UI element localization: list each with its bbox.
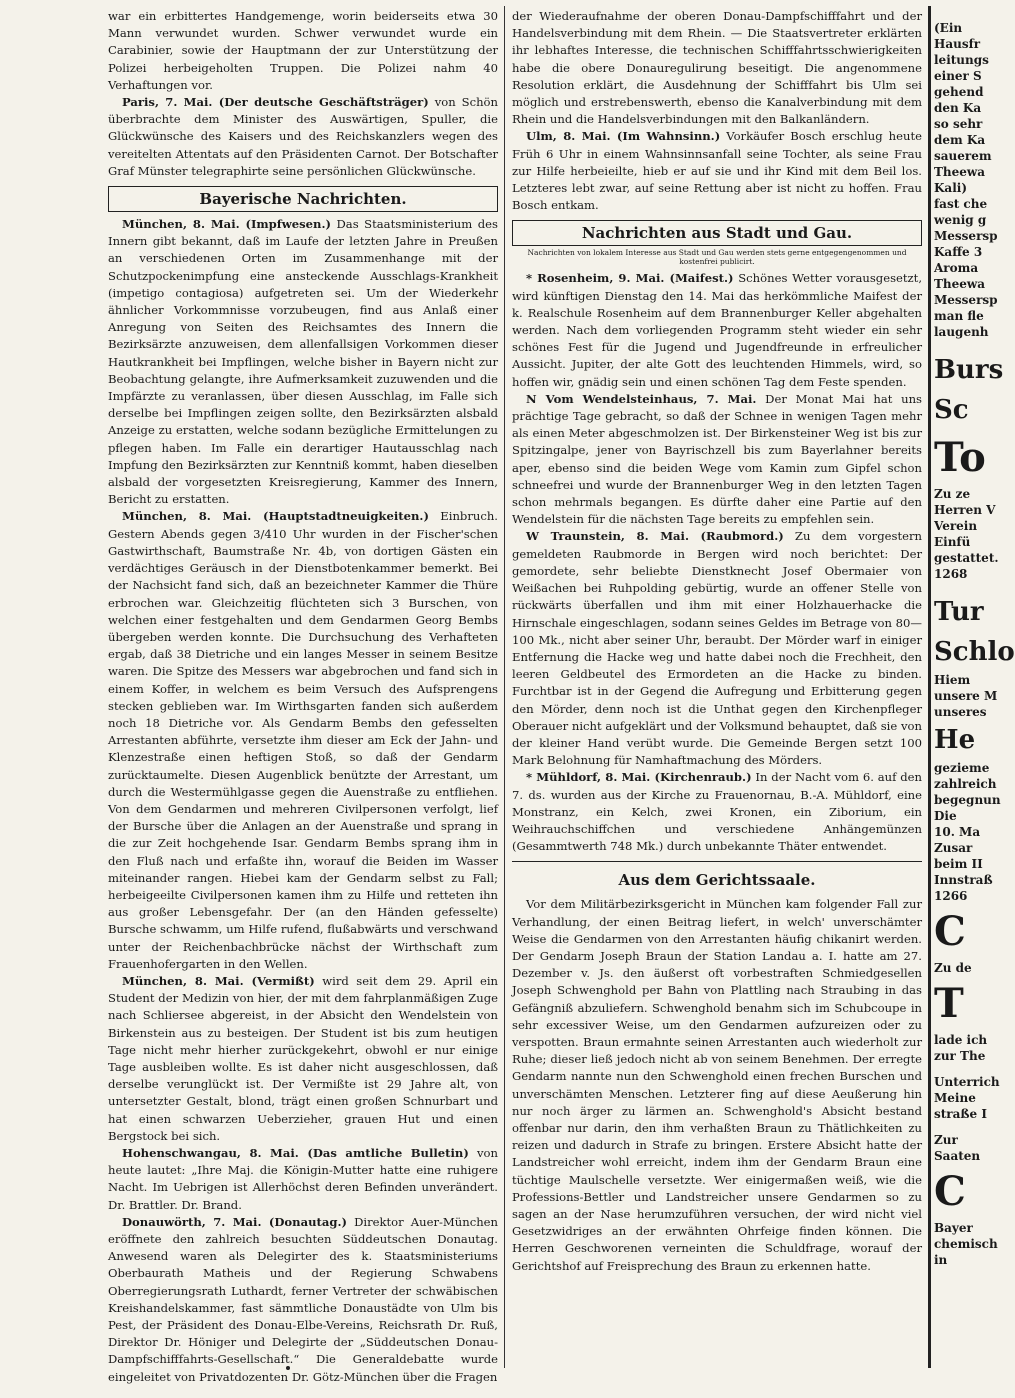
fragment-ad-heading: T	[934, 980, 964, 1027]
fragment-line: Zusar	[934, 841, 973, 855]
page-gutter-rule	[928, 6, 931, 1368]
fragment-line: Unterrich	[934, 1075, 1000, 1089]
fragment-line: gezieme	[934, 761, 990, 775]
fragment-ad-heading: Sc	[934, 395, 969, 425]
article-impfwesen-body: Das Staatsministerium des Innern gibt bekannt, daß im Laufe der letzten Jahre in Preußen an verschiedenen Orten im Zusammenhange mit der Schutzpockenimpfung eine ansteckende Ausschlags-Krankheit (impetigo contagiosa) aufgetreten sei. Um der Wiederkehr ähnlicher Vorkommnisse vorzubeugen, find aus Anlaß einer Anregung von Seiten des Reichsamtes des Innern die Bezirksärzte anzuweisen, dem allenfallsigen Vorkommen dieser Hautkrankheit bei Impflingen, welche bisher in Bayern nicht zur Beobachtung gelangte, ihre Aufmerksamkeit zuzuwenden und die Impfärzte zu veranlassen, über diesen Ausschlag, im Falle sich derselbe bei Impflingen zeigen sollte, den Bezirksärzten alsbald Anzeige zu erstatten, welche sodann bezügliche Ermittelungen zu pflegen haben. Im Falle ein derartiger Hautausschlag nach Impfung den Bezirksärzten zur Kenntniß kommt, haben dieselben alsbald der vorgesetzten Kreisregierung, Kammer des Innern, Bericht zu erstatten.	[108, 217, 498, 507]
fragment-line: Zur	[934, 1133, 958, 1147]
article-ulm-body: Vorkäufer Bosch erschlug heute Früh 6 Uhr in einem Wahnsinnsanfall seine Tochter, als seine Frau zur Hilfe herbeieilte, hieb er auf sie und ihr Kind mit dem Beil los. Letzteres lebt zwar, auf seine Rettung aber ist nicht zu hoffen. Frau Bosch entkam.	[512, 129, 922, 213]
fragment-line: sauerem	[934, 149, 992, 163]
article-hauptstadt	[108, 508, 498, 972]
dateline-donauwoerth: Donauwörth, 7. Mai. (Donautag.)	[122, 1214, 348, 1229]
article-donau-continuation: der Wiederaufnahme der oberen Donau-Dampfschifffahrt und der Handelsverbindung mit dem Rhein. — Die Staatsvertreter erklärten ihr lebhaftes Interesse, die technischen Schifffahrtsschwierigkeiten habe die obere Donauregulirung beseitigt. Die angenommene Resolution erklärt, die Ausdehnung der Schifffahrt bis Ulm sei möglich und erstrebenswerth, ebenso die Kanalverbindung mit dem Rhein und die Handelsverbindungen mit den Balkanländern.	[512, 9, 922, 127]
section-heading-bavarian-news: Bayerische Nachrichten.	[108, 186, 498, 212]
section-rule	[512, 861, 922, 862]
fragment-line: unseres	[934, 705, 987, 719]
fragment-ad-heading: To	[934, 434, 986, 481]
dateline-traunstein: W Traunstein, 8. Mai. (Raubmord.)	[526, 529, 784, 544]
dateline-paris: Paris, 7. Mai. (Der deutsche Geschäftsträger)	[122, 95, 429, 110]
fragment-line: man fle	[934, 309, 984, 323]
column-divider	[504, 6, 505, 1368]
fragment-line: straße I	[934, 1107, 987, 1121]
dateline-rosenheim: * Rosenheim, 9. Mai. (Maifest.)	[526, 271, 734, 286]
middle-column	[512, 8, 922, 1368]
fragment-line: wenig g	[934, 213, 987, 227]
article-traunstein-body: Zu dem vorgestern gemeldeten Raubmorde in Bergen wird noch berichtet: Der gemordete, sehr beliebte Dienstknecht Josef Obermaier von Weißachen bei Ruhpolding gebürtig, wurde an offener Stelle von rückwärts überfallen und ihm mit einer Holzhauerhacke die Hirnschale eingeschlagen, sodann seines Geldes im Betrage von 80—100 Mk., nicht aber seiner Uhr, beraubt. Der Mörder warf in einiger Entfernung die Hacke weg und hatte dabei noch die Frechheit, den leeren Geldbeutel des Ermordeten an die Hacke zu binden. Furchtbar ist in der Gegend die Aufregung und Erbitterung gegen den Mörder, denn noch ist die Unthat gegen den Kirchenpfleger Oberauer nicht aufgeklärt und der Volksmund behauptet, daß sie von der kleiner Hand verübt wurde. Die Gemeinde Bergen setzt 100 Mark Belohnung für Namhaftmachung des Mörders.	[512, 529, 922, 768]
fragment-line: Messersp	[934, 229, 998, 243]
section-subheading-local-news: Nachrichten von lokalem Interesse aus Stadt und Gau werden stets gerne entgegengenommen und kostenfrei publicirt.	[527, 248, 907, 267]
article-rosenheim	[512, 270, 922, 390]
fragment-ad-heading: Burs	[934, 355, 1004, 385]
article-muehldorf	[512, 769, 922, 855]
fragment-line: dem Ka	[934, 133, 986, 147]
fragment-line: chemisch	[934, 1237, 998, 1251]
article-paris	[108, 94, 498, 180]
fragment-line: Bayer	[934, 1221, 973, 1235]
fragment-line: lade ich	[934, 1033, 988, 1047]
fragment-line: leitungs	[934, 53, 989, 67]
left-column	[108, 8, 498, 1384]
fragment-line: Saaten	[934, 1149, 981, 1163]
fragment-line: Einfü	[934, 535, 971, 549]
article-impfwesen	[108, 216, 498, 508]
article-muehldorf-body: In der Nacht vom 6. auf den 7. ds. wurden aus der Kirche zu Frauenornau, B.-A. Mühldorf, eine Monstranz, ein Kelch, zwei Kronen, ein Ziborium, ein Weihrauchschiffchen und verschiedene Anhängemünzen (Gesammtwerth 748 Mk.) durch unbekannte Thäter entwendet.	[512, 770, 922, 854]
article-wendelstein	[512, 391, 922, 529]
article-hohenschwangau	[108, 1145, 498, 1214]
fragment-line: Verein	[934, 519, 978, 533]
article-hauptstadt-body: Einbruch. Gestern Abends gegen 3/410 Uhr wurden in der Fischer'schen Gastwirthschaft, Baumstraße Nr. 4b, von dortigen Gästen ein verdächtiges Geräusch in der Dienstbotenkammer bemerkt. Bei der Nachsicht fand sich, daß an bezeichneter Kammer die Thüre erbrochen war. Gleichzeitig flüchteten sich 3 Burschen, von welchen einer festgehalten und dem Gendarmen Georg Bembs übergeben werden konnte. Die Durchsuchung des Verhafteten ergab, daß 38 Dietriche und ein langes Messer in seinem Besitze waren. Die Spitze des Messers war abgebrochen und fand sich in einem Koffer, in welchem es beim Versuch des Aufsprengens stecken geblieben war. Im Wirthsgarten fanden sich außerdem noch 18 Dietriche vor. Als Gendarm Bembs den gefesselten Arrestanten abführte, versetzte ihm dieser am Eck der Jahn- und Klenzestraße einen heftigen Stoß, so daß der Gendarm zurücktaumelte. Diesen Augenblick benützte der Arrestant, um durch die Westermühlgasse gegen die Auenstraße zu entfliehen. Von dem Gendarmen und mehreren Civilpersonen verfolgt, lief der Bursche über die Anlagen an der Auenstraße und sprang in die zur Zeit hochgehende Isar. Gendarm Bembs sprang ihm in den Fluß nach und erfaßte ihn, worauf die Beiden im Wasser miteinander rangen. Hiebei kam der Gendarm selbst zu Fall; herbeigeeilte Civilpersonen kamen ihm zu Hilfe und retteten ihn aus großer Lebensgefahr. Der (an den Händen gefesselte) Bursche schwamm, um Hilfe rufend, flußabwärts und verschwand unter der Reichenbachbrücke nächst der Wirthschaft zum Frauenhofergarten in den Wellen.	[108, 509, 498, 971]
article-continuation: war ein erbittertes Handgemenge, worin beiderseits etwa 30 Mann verwundet wurden. Schwer verwundet wurde ein Carabinier, sowie der Hauptmann der zur Unterstützung der Polizei herbeigeholten Truppen. Die Polizei nahm 40 Verhaftungen vor.	[108, 9, 498, 92]
fragment-line: fast che	[934, 197, 988, 211]
fragment-line: 1266	[934, 889, 968, 903]
fragment-line: so sehr	[934, 117, 983, 131]
article-gerichtssaal: Vor dem Militärbezirksgericht in München kam folgender Fall zur Verhandlung, der einen Beitrag liefert, in welch' unverschämter Weise die Gendarmen von den Arrestanten häufig chikanirt werden. Der Gendarm Joseph Braun der Station Landau a. I. hatte am 27. Dezember v. Js. den äußerst oft vorbestraften Schmiedgesellen Joseph Schwenghold per Bahn von Plattling nach Straubing in das Gefängniß abzuliefern. Schwenghold benahm sich im Schubcoupe in sehr excessiver Weise, um den Gendarmen aufzureizen oder zu verspotten. Braun ermahnte seinen Arrestanten auch wiederholt zur Ruhe; dieser ließ jedoch nicht ab von seinem Benehmen. Der erregte Gendarm nannte nun den Schwenghold einen frechen Burschen und unverschämten Menschen. Letzterer fing auf diese Aeußerung hin nur noch ärger zu lärmen an. Schwenghold's Absicht bestand offenbar nur darin, den ihm verhaßten Braun zu Thätlichkeiten zu reizen und dadurch in Strafe zu bringen. Erstere Absicht hatte der Landstreicher wohl erreicht, indem ihm der Gendarm Braun eine tüchtige Maulschelle versetzte. Wer einigermaßen weiß, wie die Professions-Bettler und Landstreicher unsere Gendarmen so zu sagen an der Nase herumzuführen versuchen, der wird nicht viel Gesetzwidriges an der erwähnten Ohrfeige finden können. Die Herren Geschworenen verneinten die Schuldfrage, worauf der Gerichtshof auf Freisprechung des Braun zu erkennen hatte.	[512, 897, 922, 1273]
article-traunstein	[512, 528, 922, 769]
fragment-line: einer S	[934, 69, 982, 83]
fragment-ad-heading: C	[934, 908, 966, 955]
fragment-line: unsere M	[934, 689, 998, 703]
article-ulm	[512, 128, 922, 214]
article-wendelstein-body: Der Monat Mai hat uns prächtige Tage gebracht, so daß der Schnee in wenigen Tagen mehr als einen Meter abgeschmolzen ist. Der Birkensteiner Weg ist bis zur Spitzingalpe, jener von Bayrischzell bis zum Bayerlahner bereits aper, ebenso sind die beiden Wege vom Kamin zum Gipfel schon schneefrei und wurde der Brannenburger Weg in den letzten Tagen schon mehrmals begangen. Es dürfte daher eine Partie auf den Wendelstein für die nächsten Tage bereits zu empfehlen sein.	[512, 391, 922, 527]
dateline-vermisst: München, 8. Mai. (Vermißt)	[122, 973, 315, 988]
fragment-line: Kali)	[934, 181, 967, 195]
dateline-hauptstadt: München, 8. Mai. (Hauptstadtneuigkeiten.)	[122, 509, 429, 524]
article-rosenheim-body: Schönes Wetter vorausgesetzt, wird künftigen Dienstag den 14. Mai das herkömmliche Maifest der k. Realschule Rosenheim auf dem Brannenburger Keller abgehalten werden. Nach dem vorliegenden Programm steht wieder ein sehr schönes Fest für die Jugend und Jugendfreunde in erfreulicher Aussicht. Jupiter, der alte Gott des leuchtenden Himmels, wird, so hoffen wir, gnädig sein und einen schönen Tag dem Feste spenden.	[512, 271, 923, 389]
fragment-line: den Ka	[934, 101, 982, 115]
fragment-line: Theewa	[934, 165, 986, 179]
dateline-impfwesen: München, 8. Mai. (Impfwesen.)	[122, 217, 331, 232]
fragment-line: Hausfr	[934, 37, 981, 51]
fragment-line: Innstraß	[934, 873, 993, 887]
section-heading-court: Aus dem Gerichtssaale.	[618, 871, 816, 890]
fragment-ad-heading: He	[934, 725, 976, 755]
fragment-line: Kaffe 3	[934, 245, 983, 259]
dateline-ulm: Ulm, 8. Mai. (Im Wahnsinn.)	[526, 129, 721, 144]
article-vermisst	[108, 973, 498, 1145]
article-donauwoerth	[108, 1214, 498, 1386]
article-hohenschwangau-body: von heute lautet: „Ihre Maj. die Königin-Mutter hatte eine ruhigere Nacht. Im Uebrigen ist Allerhöchst deren Befinden unverändert. Dr. Brattler. Dr. Brand.	[108, 1146, 498, 1212]
fragment-line: gestattet.	[934, 551, 999, 565]
adjacent-page-fragment	[934, 20, 1015, 1380]
dateline-wendelstein: N Vom Wendelsteinhaus, 7. Mai.	[526, 391, 757, 406]
fragment-line: laugenh	[934, 325, 989, 339]
article-donauwoerth-body: Direktor Auer-München eröffnete den zahlreich besuchten Süddeutschen Donautag. Anwesend waren als Delegirter des k. Staatsministeriums Oberbaurath Matheis und der Regierung Schwabens Oberregierungsrath Luthardt, ferner Vertreter der schwäbischen Kreishandelskammer, fast sämmtliche Donaustädte von Ulm bis Pest, der Präsident des Donau-Elbe-Vereins, Reichsrath Dr. Ruß, Direktor Dr. Höniger und Delegirte der „Süddeutschen Donau-Dampfschifffahrts-Gesellschaft.“ Die Generaldebatte wurde eingeleitet von Privatdozenten Dr. Götz-München über die Fragen	[108, 1214, 498, 1384]
fragment-line: Messersp	[934, 293, 998, 307]
dateline-muehldorf: * Mühldorf, 8. Mai. (Kirchenraub.)	[526, 770, 752, 785]
fragment-line: 1268	[934, 567, 968, 581]
fragment-line: Meine	[934, 1091, 976, 1105]
fragment-line: gehend	[934, 85, 984, 99]
fragment-ad-heading: C	[934, 1168, 966, 1215]
fragment-line: Zu de	[934, 961, 972, 975]
fragment-line: Herren V	[934, 503, 996, 517]
ink-dot	[286, 1366, 290, 1370]
fragment-ad-heading: Tur	[934, 597, 984, 627]
article-vermisst-body: wird seit dem 29. April ein Student der Medizin von hier, der mit dem fahrplanmäßigen Zuge nach Schliersee abgereist, in der Absicht den Wendelstein von Birkenstein aus zu besteigen. Der Student ist bis zum heutigen Tage nicht mehr hierher zurückgekehrt, obwohl er nur einige Tage ausbleiben wollte. Es ist daher nicht ausgeschlossen, daß derselbe verunglückt ist. Der Vermißte ist 29 Jahre alt, von untersetzter Gestalt, blond, trägt einen großen Schnurbart und hat einen schwarzen Ueberzieher, grauen Hut und einen Bergstock bei sich.	[108, 973, 498, 1143]
fragment-line: Zu ze	[934, 487, 971, 501]
fragment-line: in	[934, 1253, 948, 1267]
fragment-line: (Ein	[934, 21, 963, 35]
fragment-ad-heading: Schlo	[934, 637, 1015, 667]
fragment-line: Hiem	[934, 673, 971, 687]
fragment-line: Aroma	[934, 261, 979, 275]
fragment-line: zahlreich	[934, 777, 997, 791]
section-heading-local-news: Nachrichten aus Stadt und Gau.	[512, 220, 922, 246]
fragment-line: beim II	[934, 857, 983, 871]
dateline-hohenschwangau: Hohenschwangau, 8. Mai. (Das amtliche Bulletin)	[122, 1146, 469, 1160]
fragment-line: begegnun	[934, 793, 1001, 807]
fragment-line: 10. Ma	[934, 825, 981, 839]
fragment-line: zur The	[934, 1049, 986, 1063]
article-paris-body: von Schön überbrachte dem Minister des Auswärtigen, Spuller, die Glückwünsche des Kaisers und des Reichskanzlers wegen des vereitelten Attentats auf den Präsidenten Carnot. Der Botschafter Graf Münster telegraphirte seine persönlichen Glückwünsche.	[108, 95, 498, 178]
fragment-line: Die	[934, 809, 957, 823]
fragment-line: Theewa	[934, 277, 986, 291]
